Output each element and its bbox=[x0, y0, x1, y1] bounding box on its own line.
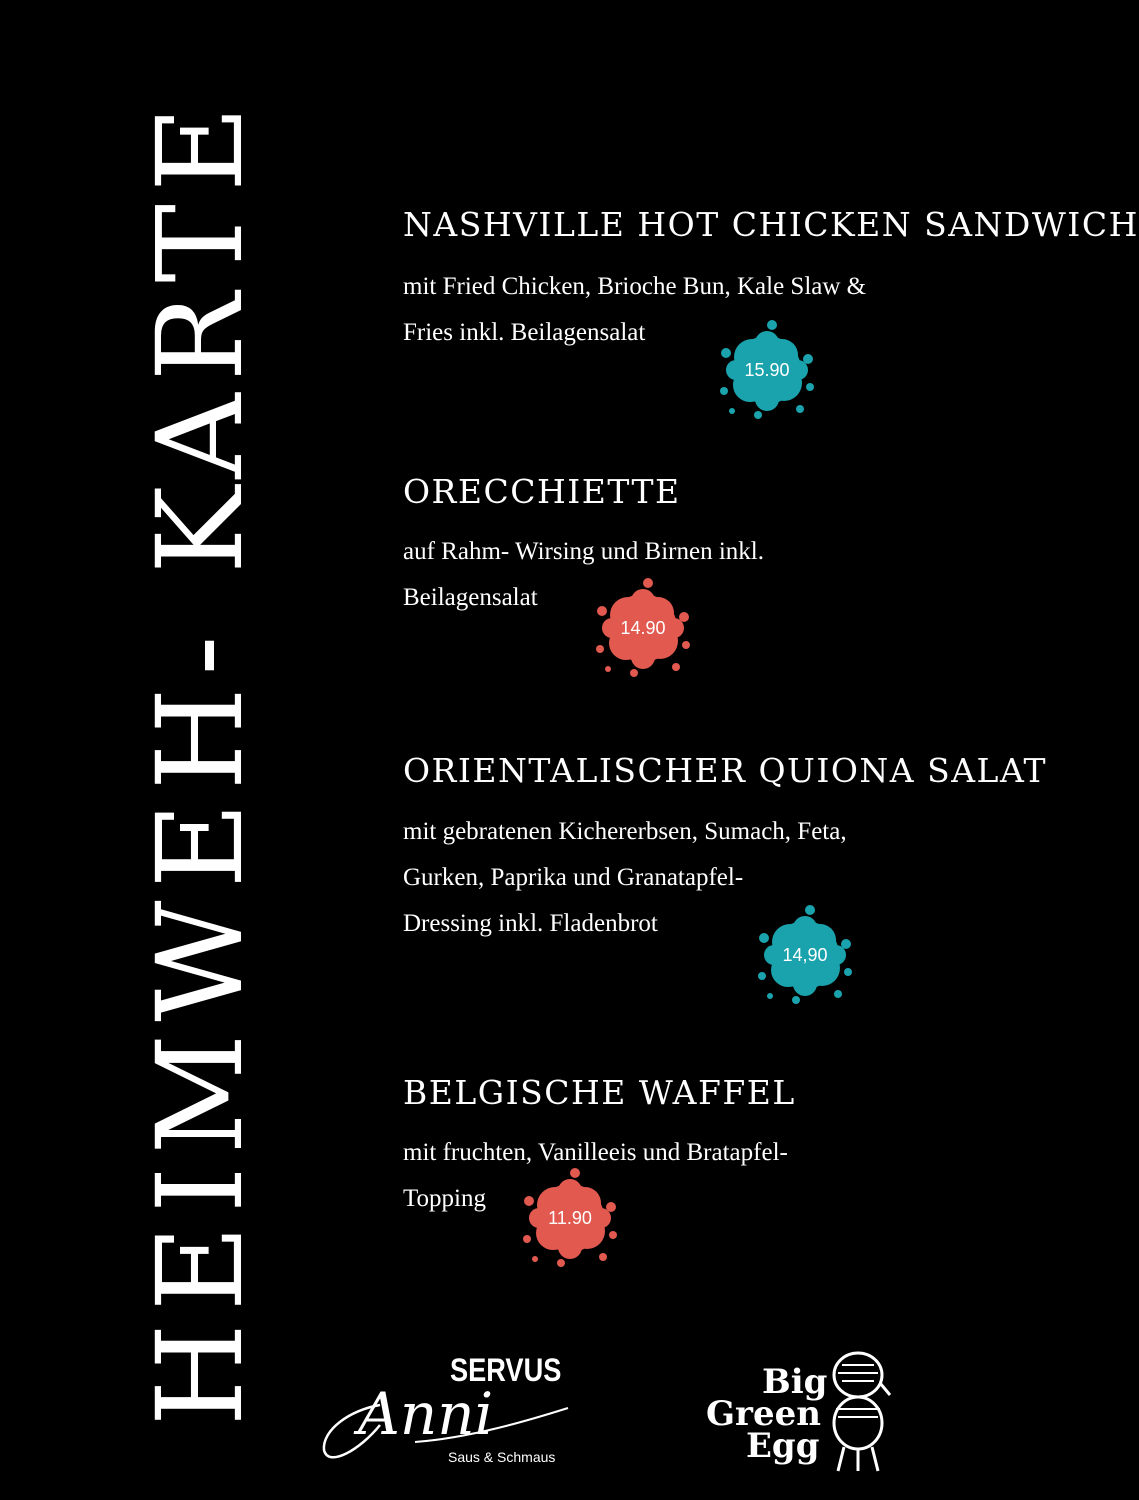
description-line: Dressing inkl. Fladenbrot bbox=[403, 910, 658, 937]
description-line: mit fruchten, Vanilleeis und Bratapfel- bbox=[403, 1139, 788, 1166]
price-label: 14,90 bbox=[782, 944, 828, 965]
price-splash bbox=[712, 315, 822, 425]
menu-item-title: ORECCHIETTE bbox=[403, 472, 681, 511]
grill-egg-icon bbox=[828, 1345, 898, 1475]
logo-egg-text: Egg bbox=[746, 1426, 820, 1466]
logo-servus-text: SERVUS bbox=[450, 1352, 562, 1388]
price-label: 11.90 bbox=[548, 1207, 592, 1228]
description-line: mit gebratenen Kichererbsen, Sumach, Feta, bbox=[403, 818, 847, 845]
logo-tagline: Saus & Schmaus bbox=[448, 1449, 556, 1465]
description-line: Fries inkl. Beilagensalat bbox=[403, 319, 646, 346]
menu-item-description bbox=[403, 529, 764, 621]
menu-item-title: ORIENTALISCHER QUIONA SALAT bbox=[403, 751, 1047, 790]
menu-item-title: NASHVILLE HOT CHICKEN SANDWICH bbox=[403, 205, 1139, 244]
servus-anni-logo bbox=[320, 1350, 570, 1470]
logo-big-text: Big bbox=[762, 1362, 828, 1402]
price-label: 15.90 bbox=[744, 359, 790, 380]
description-line: Gurken, Paprika und Granatapfel- bbox=[403, 864, 744, 891]
big-green-egg-logo bbox=[700, 1345, 900, 1475]
page-title: HEIMWEH- KARTE bbox=[131, 93, 269, 1427]
logo-anni-text: Anni bbox=[358, 1380, 494, 1448]
description-line: Topping bbox=[403, 1185, 486, 1212]
price-label: 14.90 bbox=[620, 617, 666, 638]
price-splash bbox=[515, 1163, 625, 1273]
menu-item-title: BELGISCHE WAFFEL bbox=[403, 1073, 796, 1112]
description-line: mit Fried Chicken, Brioche Bun, Kale Slaw & bbox=[403, 273, 867, 300]
description-line: auf Rahm- Wirsing und Birnen inkl. bbox=[403, 538, 764, 565]
logo-green-text: Green bbox=[706, 1394, 821, 1434]
price-splash bbox=[588, 573, 698, 683]
description-line: Beilagensalat bbox=[403, 584, 538, 611]
price-splash bbox=[750, 900, 860, 1010]
